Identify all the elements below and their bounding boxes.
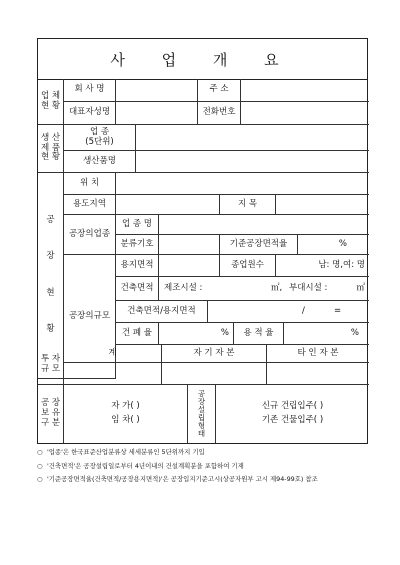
slash-symbol: /	[302, 305, 305, 316]
zoning-field[interactable]	[116, 195, 220, 215]
building-area-label: 건축면적	[116, 277, 159, 301]
location-field[interactable]	[116, 173, 369, 195]
zoning-label: 용도지역	[64, 195, 116, 215]
product-name-field[interactable]	[136, 151, 369, 173]
location-label: 위 치	[64, 173, 116, 195]
own-capital-field[interactable]	[162, 363, 267, 385]
section-investment: 투 자 규 모	[38, 345, 64, 385]
class-code-field[interactable]	[159, 235, 220, 255]
industry-field[interactable]	[136, 125, 369, 151]
other-capital-label: 타 인 자 본	[267, 345, 369, 363]
address-field[interactable]	[241, 79, 369, 102]
site-area-label: 용지면적	[116, 255, 159, 277]
phone-label: 전화번호	[198, 102, 241, 125]
own-capital-label: 자 기 자 본	[162, 345, 267, 363]
phone-field[interactable]	[241, 102, 369, 125]
coverage-ratio-field[interactable]: %	[159, 323, 234, 345]
footnote-standard-ratio: ○ '기준공장면적율(건축면적/공장용지면적)'은 공장입지기준고시(상공자원부 고시 제94-99호) 참조	[37, 475, 318, 484]
footnote-industry: ○ '업종'은 한국표준산업분류상 세세분류인 5단위까지 기입	[37, 448, 205, 456]
equals-symbol: =	[334, 305, 342, 316]
sqm-unit-end: ㎡	[356, 282, 365, 293]
employees-field[interactable]: 남: 명,여: 명	[276, 255, 369, 277]
ratio-field[interactable]	[208, 301, 369, 323]
company-name-field[interactable]	[116, 79, 198, 102]
product-name-label: 생산품명	[64, 151, 136, 173]
representative-field[interactable]	[116, 102, 198, 125]
company-name-label: 회 사 명	[64, 79, 116, 102]
factory-form-options[interactable]: 신규 건립입주( ) 기존 건물입주( )	[261, 401, 324, 425]
footnote-building-area: ○ '건축면적'은 공장설립일로부터 4년이내의 건설계획분을 포함하여 기재	[37, 461, 244, 470]
industry-5digit-label: 업 종 (5단위)	[64, 125, 136, 151]
factory-scale-group: 공장의규모	[64, 255, 116, 379]
site-area-field[interactable]	[159, 255, 220, 277]
floor-area-ratio-field[interactable]: %	[284, 323, 369, 345]
section-factory: 공 장 현 황	[38, 173, 64, 379]
section-product: 생 산 제 품 현 황	[38, 125, 64, 173]
ratio-label: 건축면적/용지면적	[116, 301, 208, 323]
floor-area-ratio-label: 용 적 율	[234, 323, 284, 345]
class-code-label: 분류기호	[116, 235, 159, 255]
employees-label: 종업원수	[220, 255, 276, 277]
land-category-field[interactable]	[276, 195, 369, 215]
investment-total-label: 계	[64, 345, 162, 363]
standard-ratio-field[interactable]: %	[298, 235, 369, 255]
section-ownership: 공 장 보 유 구 분	[38, 385, 64, 443]
manufacturing-label: 제조시설 :	[164, 282, 203, 293]
auxiliary-label: 부대시설 :	[289, 282, 328, 293]
industry-name-field[interactable]	[159, 215, 369, 235]
address-label: 주 소	[198, 79, 241, 102]
factory-form-label: 공 장 설 립 형 태	[188, 385, 216, 443]
other-capital-field[interactable]	[267, 363, 369, 385]
factory-industry-group: 공장의업종	[64, 215, 116, 255]
land-category-label: 지 목	[220, 195, 276, 215]
business-overview-form	[37, 38, 368, 444]
section-company: 업 체 현 황	[38, 79, 64, 125]
footnotes	[37, 444, 377, 485]
building-area-field[interactable]	[159, 277, 369, 301]
form-title: 사 업 개 요	[38, 39, 367, 80]
standard-ratio-label: 기준공장면적율	[220, 235, 298, 255]
representative-label: 대표자성명	[64, 102, 116, 125]
sqm-unit: ㎡,	[271, 282, 283, 293]
industry-name-label: 업 종 명	[116, 215, 159, 235]
investment-total-field[interactable]	[64, 363, 162, 385]
ownership-options[interactable]: 자 가( ) 임 차( )	[64, 385, 188, 443]
coverage-ratio-label: 건 폐 율	[116, 323, 159, 345]
